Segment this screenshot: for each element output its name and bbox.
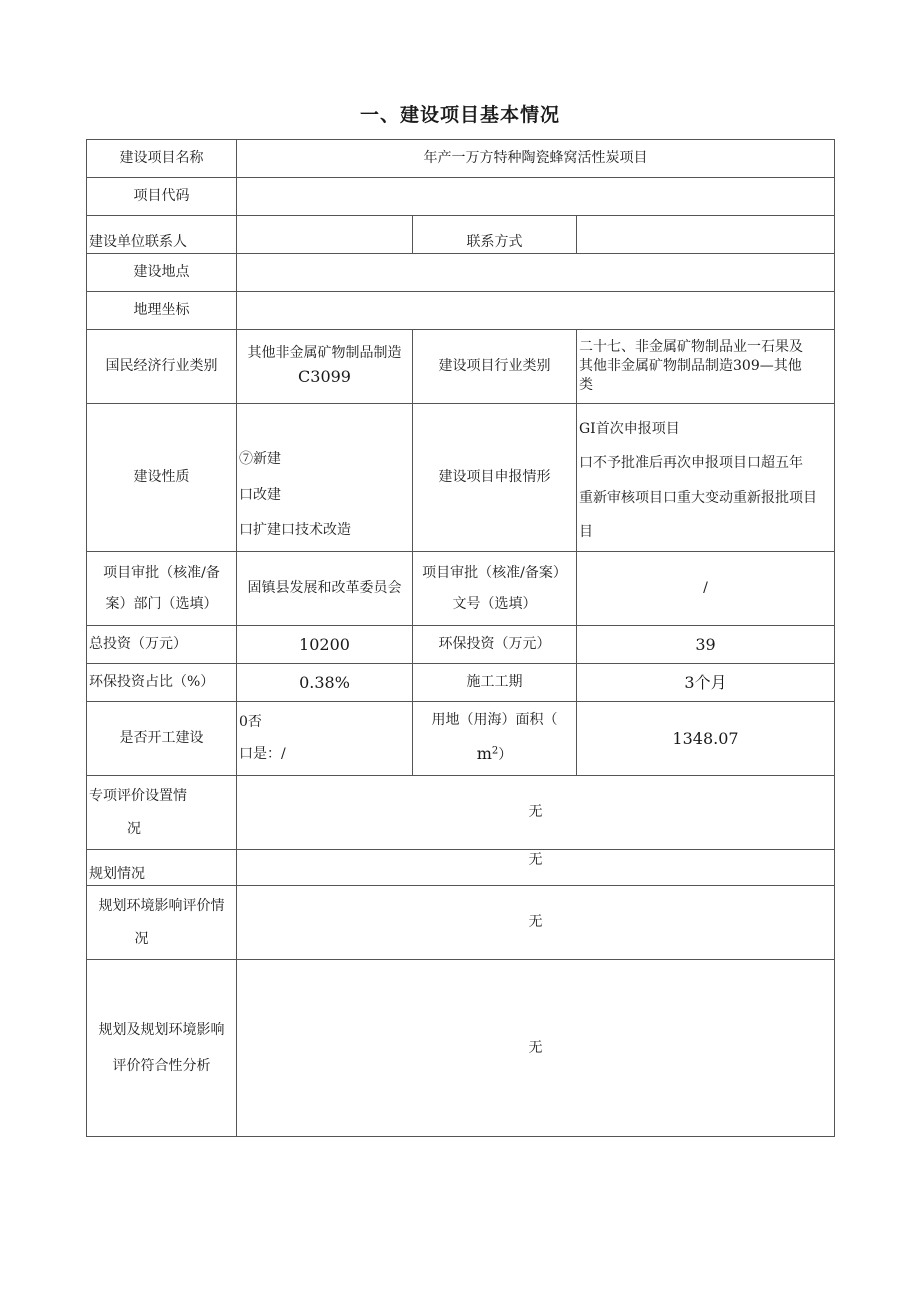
land-area-unit: m [476,744,492,764]
row-investment [87,626,835,664]
value-approval-dept: 固镇县发展和改革委员会 [237,552,413,626]
value-env-ratio: 0.38% [237,664,413,702]
value-location [237,254,835,292]
label-conformity [87,960,237,1137]
row-project-name [87,140,835,178]
label-coordinates: 地理坐标 [87,292,237,330]
label-project-code: 项目代码 [87,178,237,216]
option-reexamine: 重新审核项目口重大变动重新报批项目 [579,489,817,506]
row-plan-env [87,886,835,960]
option-rebuild: 口改建 [239,486,281,503]
label-env-ratio: 环保投资占比（%） [87,664,237,702]
row-location [87,254,835,292]
approval-dept-line-2: 案）部门（选填） [105,595,218,612]
special-eval-line-2: 况 [127,820,141,837]
row-special-eval [87,776,835,850]
label-total-investment: 总投资（万元） [87,626,237,664]
value-special-eval: 无 [237,776,835,850]
option-expand: 口扩建口技术改造 [239,522,351,539]
row-started [87,702,835,776]
industry-name: 其他非金属矿物制品制造 [247,345,402,362]
row-coordinates [87,292,835,330]
approval-number-line-2: 文号（选填） [452,595,537,612]
label-construction-period: 施工工期 [413,664,577,702]
label-contact-person: 建设单位联系人 [87,216,237,254]
label-approval-number [413,552,577,626]
row-contact [87,216,835,254]
value-contact-person [237,216,413,254]
conformity-line-1: 规划及规划环境影响 [98,1021,225,1038]
row-industry [87,330,835,404]
value-plan-env: 无 [237,886,835,960]
label-declaration-type: 建设项目申报情形 [413,404,577,552]
value-coordinates [237,292,835,330]
project-industry-line-1: 二十七、非金属矿物制品业一石果及 [579,339,803,356]
project-industry-line-3: 类 [579,376,593,393]
row-approval [87,552,835,626]
option-started: 口是：/ [239,746,286,763]
option-first-declaration: GI首次申报项目 [579,421,680,437]
value-construction-period: 3个月 [577,664,835,702]
value-total-investment: 10200 [237,626,413,664]
conformity-line-2: 评价符合性分析 [112,1058,211,1074]
value-national-industry [237,330,413,404]
label-planning: 规划情况 [87,850,237,886]
option-tail: 目 [579,523,593,540]
value-contact-method [577,216,835,254]
option-new-build: ⑦新建 [239,450,281,467]
label-national-industry: 国民经济行业类别 [87,330,237,404]
value-started [237,702,413,776]
value-project-code [237,178,835,216]
value-project-industry [577,330,835,404]
value-approval-number: / [577,552,835,626]
plan-env-line-2: 况 [134,930,149,947]
label-land-area [413,702,577,776]
approval-dept-line-1: 项目审批（核准/备 [103,564,220,581]
value-env-investment: 39 [577,626,835,664]
value-declaration-type [577,404,835,552]
label-approval-dept [87,552,237,626]
project-info-table [86,139,835,1137]
label-special-eval [87,776,237,850]
label-env-investment: 环保投资（万元） [413,626,577,664]
label-project-name: 建设项目名称 [87,140,237,178]
label-construction-nature: 建设性质 [87,404,237,552]
value-planning: 无 [237,850,835,886]
page-title: 一、建设项目基本情况 [359,104,560,126]
land-area-line-1: 用地（用海）面积（ [431,712,558,728]
row-project-code [87,178,835,216]
approval-number-line-1: 项目审批（核准/备案） [422,564,567,581]
option-not-started: 0否 [239,714,262,730]
row-nature [87,404,835,552]
label-location: 建设地点 [87,254,237,292]
value-project-name: 年产一万方特种陶瓷蜂窝活性炭项目 [237,140,835,178]
option-redeclare: 口不予批准后再次申报项目口超五年 [579,455,803,472]
label-contact-method: 联系方式 [413,216,577,254]
industry-code: C3099 [298,366,351,386]
row-planning [87,850,835,886]
label-started: 是否开工建设 [87,702,237,776]
project-industry-line-2: 其他非金属矿物制品制造309—其他 [579,358,802,375]
row-ratio [87,664,835,702]
plan-env-line-1: 规划环境影响评价情 [98,898,225,915]
special-eval-line-1: 专项评价设置情 [89,788,187,805]
label-project-industry: 建设项目行业类别 [413,330,577,404]
value-land-area: 1348.07 [577,702,835,776]
value-conformity: 无 [237,960,835,1137]
land-area-unit-sup: 2 [491,745,499,757]
row-conformity [87,960,835,1137]
land-area-close: ） [498,747,513,764]
value-construction-nature [237,404,413,552]
land-area-line-2 [415,736,574,773]
label-plan-env [87,886,237,960]
